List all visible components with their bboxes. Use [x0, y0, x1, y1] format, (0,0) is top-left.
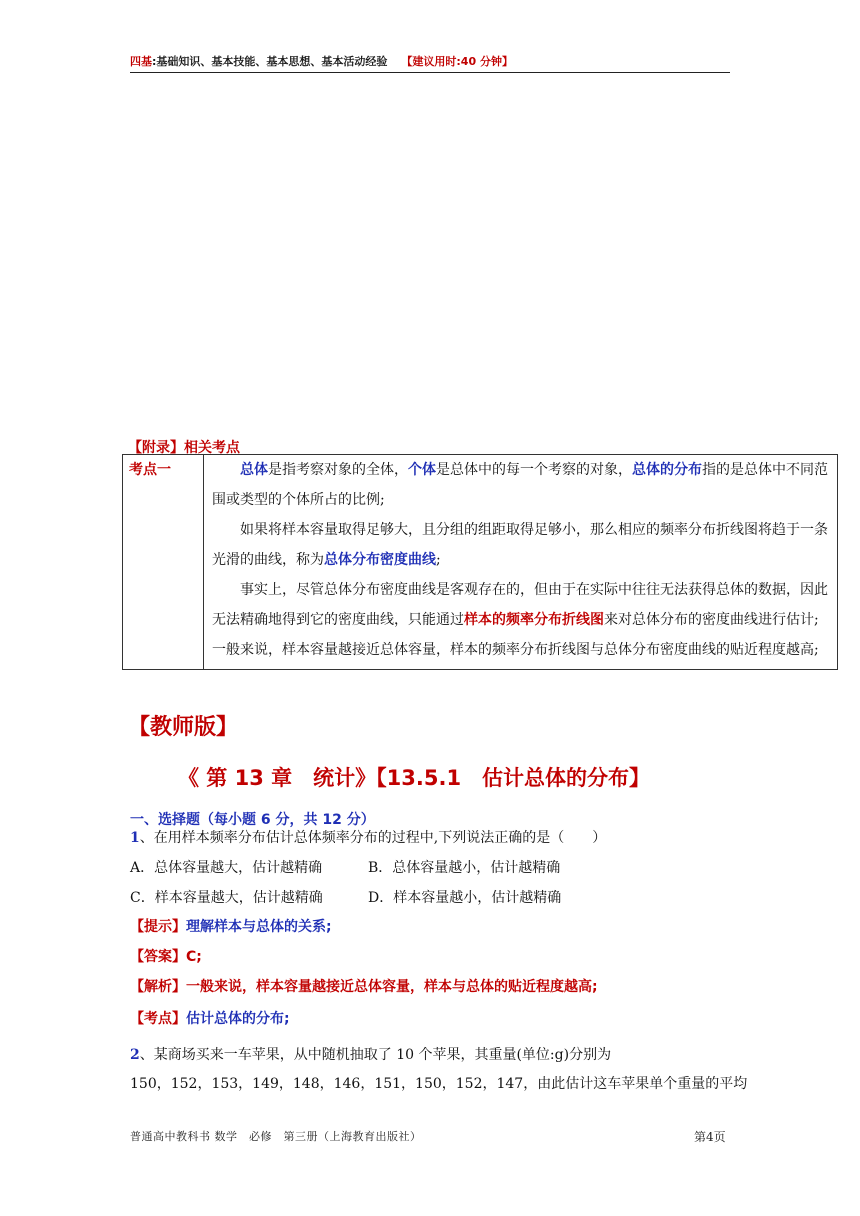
hint-tag: 【提示】: [130, 919, 186, 935]
hint-text: 理解样本与总体的关系;: [186, 919, 332, 935]
question-1-text: 、在用样本频率分布估计总体频率分布的过程中,下列说法正确的是（ ）: [139, 830, 607, 846]
header-time: 【建议用时:40 分钟】: [401, 55, 513, 68]
kaodian-tag: 【考点】: [130, 1011, 186, 1027]
analysis-tag: 【解析】: [130, 979, 186, 995]
p2-text-1: 如果将样本容量取得足够大，且分组的组距取得足够小，那么相应的频率分布折线图将趋于一条光滑的曲线，称为: [212, 522, 828, 568]
section-heading: 一、选择题（每小题 6 分，共 12 分）: [130, 812, 375, 828]
p3-text-2: 来对总体分布的密度曲线进行估计;一般来说，样本容量越接近总体容量，样本的频率分布折线图与总体分布密度曲线的贴近程度越高;: [212, 612, 819, 658]
kaodian-label: 考点一: [123, 455, 204, 670]
term-zhexiantu: 样本的频率分布折线图: [464, 612, 604, 628]
option-a: A．总体容量越大，估计越精确: [130, 860, 323, 876]
hint-line: [130, 916, 332, 936]
kaodian-paragraph-2: [212, 515, 829, 575]
option-c: C．样本容量越大，估计越精确: [130, 890, 323, 906]
p2-text-2: ;: [436, 552, 441, 568]
question-2-number: 2: [130, 1047, 140, 1063]
footer-page-number: 第4页: [694, 1130, 726, 1144]
answer-text: C;: [186, 949, 202, 965]
term-geti: 个体: [408, 462, 436, 478]
option-b: B．总体容量越小，估计越精确: [368, 860, 561, 876]
question-2-line-2: 150，152，153，149，148，146，151，150，152，147，由此估计这车苹果单个重量的平均: [130, 1076, 748, 1092]
term-zongti: 总体: [240, 462, 268, 478]
term-fenbu: 总体的分布: [632, 462, 702, 478]
answer-tag: 【答案】: [130, 949, 186, 965]
option-d: D．样本容量越小，估计越精确: [368, 890, 562, 906]
header-main: :基础知识、基本技能、基本思想、基本活动经验: [152, 55, 388, 68]
kaodian-table: [122, 454, 838, 670]
appendix-bracket: 【附录】: [128, 440, 184, 456]
p1-text-2: 是总体中的每一个考察的对象，: [436, 462, 632, 478]
footer-book-title: 普通高中教科书 数学 必修 第三册（上海教育出版社）: [130, 1130, 422, 1143]
kaodian-text: 估计总体的分布;: [186, 1011, 290, 1027]
question-1-number: 1: [130, 830, 140, 846]
kaodian-line: [130, 1008, 290, 1028]
appendix-text: 相关考点: [184, 440, 240, 456]
question-2-line-1: 、某商场买来一车苹果，从中随机抽取了 10 个苹果，其重量(单位:g)分别为: [139, 1047, 612, 1063]
analysis-line: [130, 976, 598, 996]
kaodian-paragraph-3: [212, 575, 829, 665]
page-header: [130, 56, 730, 73]
kaodian-paragraph-1: [212, 455, 829, 515]
answer-line: [130, 946, 202, 966]
analysis-text: 一般来说，样本容量越接近总体容量，样本与总体的贴近程度越高;: [186, 979, 598, 995]
chapter-title: 《 第 13 章 统计》【13.5.1 估计总体的分布】: [178, 766, 651, 790]
kaodian-body: [204, 455, 838, 670]
question-1: [130, 827, 606, 847]
p3-text-1: 事实上，尽管总体分布密度曲线是客观存在的，但由于在实际中往往无法获得总体的数据，因此无法精确地得到它的密度曲线，只能通过: [212, 582, 828, 628]
question-2: [130, 1044, 611, 1064]
header-prefix: 四基: [130, 55, 152, 68]
teacher-version-label: 【教师版】: [128, 715, 239, 740]
p1-text-3: 指的是总体中不同范围或类型的个体所占的比例;: [212, 462, 828, 508]
p1-text-1: 是指考察对象的全体，: [268, 462, 408, 478]
term-midu-quxian: 总体分布密度曲线: [324, 552, 436, 568]
